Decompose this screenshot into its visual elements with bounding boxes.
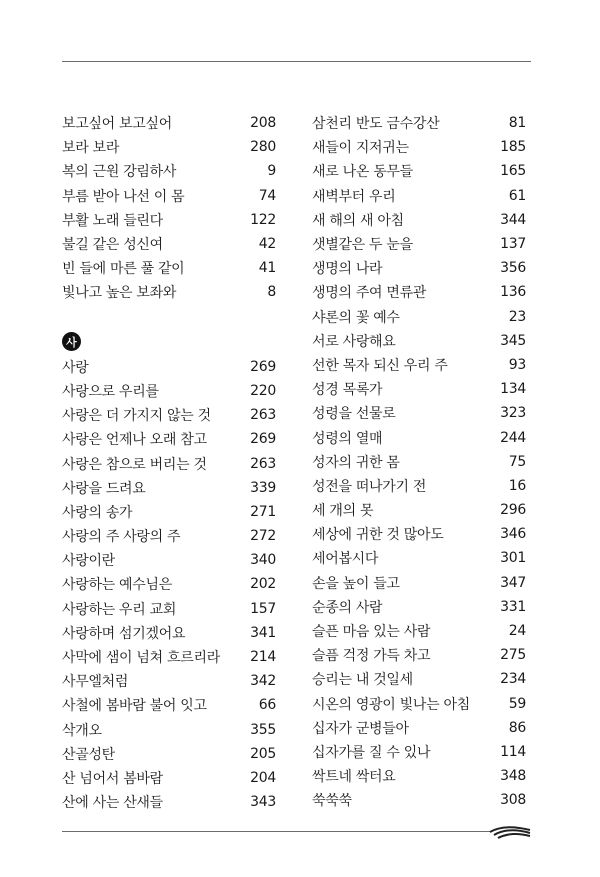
entry-page-number: 356 xyxy=(500,260,526,277)
index-entry xyxy=(62,718,276,742)
index-entry xyxy=(62,379,276,403)
index-entry xyxy=(312,353,526,377)
entry-page-number: 346 xyxy=(500,526,526,543)
entry-page-number: 263 xyxy=(250,455,276,472)
entry-page-number: 347 xyxy=(500,574,526,591)
entry-title: 보고싶어 보고싶어 xyxy=(62,116,172,133)
entry-page-number: 271 xyxy=(250,503,276,520)
index-entry xyxy=(62,451,276,475)
index-entry xyxy=(312,546,526,570)
index-entry xyxy=(312,425,526,449)
entry-title: 사랑으로 우리를 xyxy=(62,383,159,400)
index-entry xyxy=(312,329,526,353)
entry-page-number: 272 xyxy=(250,528,276,545)
footer-rule xyxy=(62,831,490,832)
entry-page-number: 340 xyxy=(250,552,276,569)
entry-page-number: 269 xyxy=(250,431,276,448)
entry-page-number: 204 xyxy=(250,769,276,786)
entry-page-number: 275 xyxy=(500,647,526,664)
entry-title: 생명의 주여 면류관 xyxy=(312,285,427,302)
entry-page-number: 301 xyxy=(500,550,526,567)
index-entry xyxy=(312,184,526,208)
index-entry xyxy=(62,524,276,548)
section-gap xyxy=(62,305,276,329)
entry-title: 성령을 선물로 xyxy=(312,406,396,423)
entry-title: 쑥쑥쑥 xyxy=(312,793,352,810)
index-entry xyxy=(62,742,276,766)
entry-page-number: 137 xyxy=(500,236,526,253)
index-entry xyxy=(312,619,526,643)
index-entry xyxy=(312,450,526,474)
index-entry xyxy=(312,595,526,619)
index-entry xyxy=(312,788,526,812)
entry-title: 성전을 떠나가기 전 xyxy=(312,478,427,495)
entry-title: 십자가를 질 수 있나 xyxy=(312,744,431,761)
entry-title: 사랑은 참으로 버리는 것 xyxy=(62,456,207,473)
index-entry xyxy=(62,208,276,232)
entry-page-number: 122 xyxy=(250,211,276,228)
entry-page-number: 157 xyxy=(250,600,276,617)
index-entry xyxy=(62,427,276,451)
entry-title: 사무엘처럼 xyxy=(62,674,129,691)
entry-page-number: 263 xyxy=(250,407,276,424)
entry-page-number: 343 xyxy=(250,794,276,811)
entry-title: 산골성탄 xyxy=(62,746,115,763)
entry-page-number: 86 xyxy=(508,719,526,736)
index-entry xyxy=(312,208,526,232)
entry-page-number: 66 xyxy=(258,697,276,714)
index-entry xyxy=(62,232,276,256)
index-group-2 xyxy=(62,355,276,815)
entry-title: 사랑은 언제나 오래 참고 xyxy=(62,432,207,449)
index-entry xyxy=(312,716,526,740)
entry-title: 성자의 귀한 몸 xyxy=(312,454,400,471)
entry-title: 세 개의 못 xyxy=(312,503,374,520)
entry-page-number: 234 xyxy=(500,671,526,688)
entry-page-number: 323 xyxy=(500,405,526,422)
entry-page-number: 8 xyxy=(267,284,276,301)
index-entry xyxy=(62,500,276,524)
index-entry xyxy=(312,522,526,546)
entry-title: 산에 사는 산새들 xyxy=(62,795,163,812)
entry-title: 새벽부터 우리 xyxy=(312,188,396,205)
index-entry xyxy=(62,621,276,645)
index-entry xyxy=(62,766,276,790)
entry-title: 사랑하는 예수님은 xyxy=(62,577,172,594)
entry-page-number: 341 xyxy=(250,624,276,641)
index-entry xyxy=(62,597,276,621)
entry-title: 부름 받아 나선 이 몸 xyxy=(62,188,185,205)
entry-page-number: 59 xyxy=(508,695,526,712)
entry-page-number: 16 xyxy=(508,477,526,494)
header-rule xyxy=(62,61,531,62)
entry-page-number: 185 xyxy=(500,139,526,156)
entry-title: 부활 노래 들린다 xyxy=(62,212,163,229)
index-entry xyxy=(62,280,276,304)
entry-page-number: 136 xyxy=(500,284,526,301)
index-entry xyxy=(312,280,526,304)
index-entry xyxy=(62,135,276,159)
entry-page-number: 205 xyxy=(250,745,276,762)
index-entry xyxy=(312,135,526,159)
entry-page-number: 165 xyxy=(500,163,526,180)
entry-page-number: 42 xyxy=(258,236,276,253)
entry-title: 서로 사랑해요 xyxy=(312,333,396,350)
entry-page-number: 134 xyxy=(500,381,526,398)
entry-title: 십자가 군병들아 xyxy=(312,720,409,737)
index-column-left xyxy=(62,111,276,814)
index-entry xyxy=(62,645,276,669)
entry-title: 사랑이란 xyxy=(62,553,115,570)
entry-page-number: 81 xyxy=(508,115,526,132)
entry-title: 시온의 영광이 빛나는 아침 xyxy=(312,696,470,713)
entry-page-number: 342 xyxy=(250,673,276,690)
entry-title: 새들이 지저귀는 xyxy=(312,140,409,157)
entry-page-number: 220 xyxy=(250,382,276,399)
entry-title: 세어봅시다 xyxy=(312,551,379,568)
entry-title: 슬픔 걱정 가득 차고 xyxy=(312,648,431,665)
index-entry xyxy=(312,498,526,522)
entry-page-number: 74 xyxy=(258,187,276,204)
entry-title: 불길 같은 성신여 xyxy=(62,237,163,254)
entry-title: 삼천리 반도 금수강산 xyxy=(312,116,440,133)
footer-ornament-icon xyxy=(488,823,532,839)
index-entry xyxy=(312,740,526,764)
entry-title: 성령의 열매 xyxy=(312,430,383,447)
index-entry xyxy=(312,401,526,425)
entry-page-number: 269 xyxy=(250,358,276,375)
entry-page-number: 345 xyxy=(500,332,526,349)
entry-title: 삭개오 xyxy=(62,722,102,739)
entry-title: 사랑의 주 사랑의 주 xyxy=(62,529,181,546)
index-entry xyxy=(62,693,276,717)
index-entry xyxy=(312,643,526,667)
entry-title: 사랑은 더 가지지 않는 것 xyxy=(62,408,211,425)
index-entry xyxy=(62,159,276,183)
index-entry xyxy=(312,159,526,183)
index-entry xyxy=(62,548,276,572)
entry-page-number: 114 xyxy=(500,743,526,760)
entry-title: 샛별같은 두 눈을 xyxy=(312,237,413,254)
index-entry xyxy=(62,669,276,693)
entry-title: 슬픈 마음 있는 사람 xyxy=(312,624,431,641)
entry-page-number: 9 xyxy=(267,163,276,180)
index-entry xyxy=(312,232,526,256)
entry-title: 산 넘어서 봄바람 xyxy=(62,770,163,787)
index-entry xyxy=(62,476,276,500)
index-entry xyxy=(62,355,276,379)
entry-page-number: 202 xyxy=(250,576,276,593)
entry-title: 생명의 나라 xyxy=(312,261,383,278)
entry-title: 사철에 봄바람 불어 잇고 xyxy=(62,698,207,715)
entry-page-number: 61 xyxy=(508,187,526,204)
entry-page-number: 93 xyxy=(508,356,526,373)
entry-page-number: 355 xyxy=(250,721,276,738)
index-entry xyxy=(62,256,276,280)
entry-title: 사랑의 송가 xyxy=(62,504,133,521)
entry-page-number: 41 xyxy=(258,260,276,277)
index-group-1 xyxy=(62,111,276,305)
entry-page-number: 214 xyxy=(250,649,276,666)
entry-title: 손을 높이 들고 xyxy=(312,575,400,592)
entry-title: 빈 들에 마른 풀 같이 xyxy=(62,261,185,278)
entry-page-number: 208 xyxy=(250,115,276,132)
entry-title: 빛나고 높은 보좌와 xyxy=(62,285,177,302)
index-entry xyxy=(62,403,276,427)
entry-page-number: 348 xyxy=(500,768,526,785)
index-entry xyxy=(312,111,526,135)
entry-page-number: 280 xyxy=(250,139,276,156)
index-entry xyxy=(62,184,276,208)
entry-title: 복의 근원 강림하사 xyxy=(62,164,177,181)
section-heading xyxy=(62,329,276,355)
entry-title: 사막에 샘이 넘쳐 흐르리라 xyxy=(62,650,220,667)
entry-title: 승리는 내 것일세 xyxy=(312,672,413,689)
index-entry xyxy=(312,256,526,280)
entry-title: 사랑 xyxy=(62,359,89,376)
index-entry xyxy=(62,790,276,814)
entry-title: 선한 목자 되신 우리 주 xyxy=(312,357,448,374)
entry-title: 사랑하는 우리 교회 xyxy=(62,601,177,618)
entry-page-number: 75 xyxy=(508,453,526,470)
entry-title: 새로 나온 동무들 xyxy=(312,164,413,181)
index-entry xyxy=(312,692,526,716)
index-entry xyxy=(312,667,526,691)
entry-page-number: 244 xyxy=(500,429,526,446)
entry-page-number: 24 xyxy=(508,623,526,640)
index-entry xyxy=(312,305,526,329)
entry-page-number: 308 xyxy=(500,792,526,809)
index-entry xyxy=(62,111,276,135)
entry-page-number: 23 xyxy=(508,308,526,325)
entry-title: 성경 목록가 xyxy=(312,382,383,399)
entry-page-number: 344 xyxy=(500,211,526,228)
entry-page-number: 331 xyxy=(500,598,526,615)
index-column-right xyxy=(312,111,526,812)
entry-title: 보라 보라 xyxy=(62,140,120,157)
index-entry xyxy=(312,764,526,788)
entry-title: 사랑을 드려요 xyxy=(62,480,146,497)
entry-title: 순종의 사람 xyxy=(312,599,383,616)
entry-title: 새 해의 새 아침 xyxy=(312,212,404,229)
entry-title: 샤론의 꽃 예수 xyxy=(312,309,400,326)
entry-title: 싹트네 싹터요 xyxy=(312,769,396,786)
entry-page-number: 339 xyxy=(250,479,276,496)
index-entry xyxy=(62,572,276,596)
index-entry xyxy=(312,377,526,401)
index-entry xyxy=(312,474,526,498)
entry-title: 세상에 귀한 것 많아도 xyxy=(312,527,444,544)
index-entry xyxy=(312,571,526,595)
section-badge: 사 xyxy=(62,332,81,351)
entry-title: 사랑하며 섬기겠어요 xyxy=(62,625,186,642)
entry-page-number: 296 xyxy=(500,502,526,519)
